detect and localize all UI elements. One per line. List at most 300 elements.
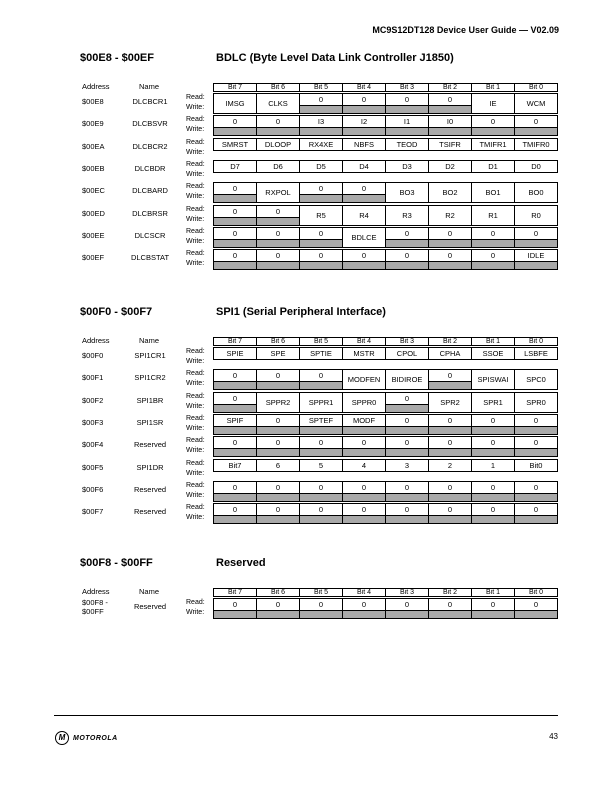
unimplemented-write-cell — [386, 426, 429, 434]
unimplemented-write-cell — [214, 195, 257, 203]
read-label: Read: — [186, 183, 205, 191]
unimplemented-write-cell — [257, 426, 300, 434]
register-address: $00EF — [82, 253, 105, 263]
write-label: Write: — [186, 514, 205, 522]
unimplemented-write-cell — [214, 493, 257, 501]
register-bit-table — [213, 249, 558, 270]
register-address: $00F1 — [82, 373, 104, 383]
register-address: $00ED — [82, 208, 105, 218]
bit-col-header: Bit 4 — [343, 338, 386, 346]
bit-cell: 0 — [386, 504, 429, 516]
bit-cell: SSOE — [472, 348, 515, 360]
unimplemented-write-cell — [214, 426, 257, 434]
bit-cell: SPTIE — [300, 348, 343, 360]
register-name: DLCBCR2 — [132, 141, 168, 151]
unimplemented-write-cell — [257, 128, 300, 136]
bit-cell: 0 — [257, 504, 300, 516]
bit-cell: CLKS — [257, 94, 300, 114]
unimplemented-write-cell — [515, 262, 558, 270]
bit-cell: 0 — [386, 414, 429, 426]
unimplemented-write-cell — [429, 426, 472, 434]
unimplemented-write-cell — [386, 262, 429, 270]
unimplemented-write-cell — [386, 106, 429, 114]
unimplemented-write-cell — [343, 449, 386, 457]
register-bit-table — [213, 459, 558, 472]
read-label: Read: — [186, 250, 205, 258]
unimplemented-write-cell — [472, 611, 515, 619]
bit-cell: 0 — [214, 504, 257, 516]
bit-cell: R0 — [515, 205, 558, 225]
bit-cell: RXPOL — [257, 183, 300, 203]
bit-col-header: Bit 6 — [257, 338, 300, 346]
register-name: SPI1DR — [136, 462, 164, 472]
unimplemented-write-cell — [343, 128, 386, 136]
bit-cell: 0 — [343, 599, 386, 611]
register-name: SPI1CR2 — [134, 373, 166, 383]
unimplemented-write-cell — [429, 128, 472, 136]
footer-rule — [54, 715, 558, 716]
bit-cell: SPR0 — [515, 392, 558, 412]
register-name: Reserved — [133, 440, 167, 450]
register-bit-table — [213, 182, 558, 203]
unimplemented-write-cell — [343, 493, 386, 501]
write-label: Write: — [186, 402, 205, 410]
bit-cell: 0 — [429, 94, 472, 106]
bit-cell: MODFEN — [343, 370, 386, 390]
bit-cell: 0 — [257, 414, 300, 426]
bit-cell: 0 — [515, 116, 558, 128]
bit-cell: 0 — [214, 116, 257, 128]
bit-cell: I1 — [386, 116, 429, 128]
bit-col-header: Bit 7 — [214, 338, 257, 346]
register-address: $00EE — [82, 230, 105, 240]
section-range: $00F8 - $00FF — [80, 557, 153, 569]
unimplemented-write-cell — [343, 516, 386, 524]
bit-cell: 0 — [214, 183, 257, 195]
bit-cell: 2 — [429, 459, 472, 471]
bit-col-header: Bit 1 — [472, 589, 515, 597]
bit-cell: SPR1 — [472, 392, 515, 412]
bit-cell: 0 — [257, 227, 300, 239]
bit-cell: 0 — [300, 599, 343, 611]
bit-cell: 0 — [472, 227, 515, 239]
bit-cell: SPIE — [214, 348, 257, 360]
bit-cell: 0 — [300, 94, 343, 106]
bit-cell: 0 — [214, 227, 257, 239]
register-bit-table — [213, 598, 558, 619]
bit-cell: RX4XE — [300, 138, 343, 150]
bit-col-header: Bit 3 — [386, 84, 429, 92]
page-number: 43 — [549, 732, 558, 741]
bit-cell: 0 — [300, 370, 343, 382]
bit-col-header: Bit 5 — [300, 338, 343, 346]
bit-cell: D1 — [472, 160, 515, 172]
bit-cell: 0 — [515, 414, 558, 426]
register-address: $00E9 — [82, 119, 104, 129]
register-name: Reserved — [133, 507, 167, 517]
unimplemented-write-cell — [429, 516, 472, 524]
bit-cell: 0 — [214, 250, 257, 262]
bit-cell: MSTR — [343, 348, 386, 360]
bit-cell: 0 — [214, 392, 257, 404]
register-bit-table — [213, 93, 558, 114]
bit-cell: Bit0 — [515, 459, 558, 471]
bit-col-header: Bit 0 — [515, 338, 558, 346]
register-address: $00F4 — [82, 440, 104, 450]
bit-cell: 1 — [472, 459, 515, 471]
unimplemented-write-cell — [214, 382, 257, 390]
register-address: $00F6 — [82, 484, 104, 494]
bit-col-header: Bit 6 — [257, 589, 300, 597]
register-bit-table — [213, 503, 558, 524]
read-label: Read: — [186, 414, 205, 422]
logo-text: MOTOROLA — [73, 734, 118, 742]
unimplemented-write-cell — [343, 195, 386, 203]
unimplemented-write-cell — [300, 516, 343, 524]
register-address: $00F5 — [82, 462, 104, 472]
register-address: $00F0 — [82, 351, 104, 360]
bit-cell: 0 — [386, 437, 429, 449]
bit-cell: 0 — [257, 599, 300, 611]
unimplemented-write-cell — [257, 493, 300, 501]
bit-cell: 0 — [429, 504, 472, 516]
unimplemented-write-cell — [386, 404, 429, 412]
bit-cell: 0 — [343, 437, 386, 449]
register-name: SPI1CR1 — [134, 351, 166, 360]
bit-col-header: Bit 1 — [472, 84, 515, 92]
unimplemented-write-cell — [429, 493, 472, 501]
write-label: Write: — [186, 358, 205, 365]
section-title: Reserved — [216, 557, 266, 569]
unimplemented-write-cell — [429, 262, 472, 270]
bit-cell: R4 — [343, 205, 386, 225]
bit-cell: 0 — [472, 481, 515, 493]
register-address: $00F3 — [82, 417, 104, 427]
bit-cell: 0 — [257, 370, 300, 382]
bit-cell: 0 — [386, 599, 429, 611]
unimplemented-write-cell — [386, 493, 429, 501]
write-label: Write: — [186, 469, 205, 477]
write-label: Write: — [186, 126, 205, 134]
bit-cell: MODF — [343, 414, 386, 426]
unimplemented-write-cell — [515, 493, 558, 501]
bit-cell: D2 — [429, 160, 472, 172]
register-bit-table — [213, 205, 558, 226]
write-label: Write: — [186, 215, 205, 223]
bit-cell: 6 — [257, 459, 300, 471]
bit-cell: SPTEF — [300, 414, 343, 426]
bit-cell: 0 — [515, 227, 558, 239]
read-label: Read: — [186, 392, 205, 400]
bit-cell: D6 — [257, 160, 300, 172]
register-address: $00EB — [82, 163, 105, 173]
register-bit-table — [213, 115, 558, 136]
bit-cell: I3 — [300, 116, 343, 128]
bit-cell: TEOD — [386, 138, 429, 150]
bit-cell: SPISWAI — [472, 370, 515, 390]
bit-cell: 0 — [515, 504, 558, 516]
unimplemented-write-cell — [386, 516, 429, 524]
bit-cell: 0 — [343, 94, 386, 106]
bit-cell: 0 — [386, 250, 429, 262]
unimplemented-write-cell — [429, 106, 472, 114]
bit-cell: DLOOP — [257, 138, 300, 150]
bit-cell: 0 — [214, 205, 257, 217]
bit-cell: R3 — [386, 205, 429, 225]
unimplemented-write-cell — [343, 611, 386, 619]
running-header: MC9S12DT128 Device User Guide — V02.09 — [372, 25, 559, 35]
bit-cell: 0 — [300, 227, 343, 239]
bit-cell: 0 — [214, 481, 257, 493]
bit-col-header: Bit 2 — [429, 338, 472, 346]
unimplemented-write-cell — [429, 239, 472, 247]
register-bit-table — [213, 436, 558, 457]
bit-cell: NBFS — [343, 138, 386, 150]
bit-col-header: Bit 7 — [214, 84, 257, 92]
bit-col-header: Bit 0 — [515, 589, 558, 597]
read-label: Read: — [186, 160, 205, 168]
read-label: Read: — [186, 94, 205, 101]
bit-cell: 0 — [386, 392, 429, 404]
unimplemented-write-cell — [257, 449, 300, 457]
unimplemented-write-cell — [429, 449, 472, 457]
register-name: DLCBRSR — [132, 208, 168, 218]
bit-cell: 0 — [472, 250, 515, 262]
bit-cell: 0 — [429, 227, 472, 239]
unimplemented-write-cell — [386, 611, 429, 619]
bit-cell: IE — [472, 94, 515, 114]
unimplemented-write-cell — [300, 493, 343, 501]
write-label: Write: — [186, 260, 205, 268]
register-name: DLCSCR — [134, 230, 166, 240]
bit-cell: SPR2 — [429, 392, 472, 412]
bit-cell: 0 — [343, 250, 386, 262]
bit-cell: I0 — [429, 116, 472, 128]
bit-cell: 0 — [300, 437, 343, 449]
bit-cell: SPE — [257, 348, 300, 360]
bit-col-header: Bit 0 — [515, 84, 558, 92]
bit-cell: 0 — [343, 183, 386, 195]
write-label: Write: — [186, 193, 205, 201]
bit-cell: D4 — [343, 160, 386, 172]
bit-header-row — [213, 588, 558, 597]
bit-cell: R2 — [429, 205, 472, 225]
bit-cell: R1 — [472, 205, 515, 225]
bit-cell: I2 — [343, 116, 386, 128]
unimplemented-write-cell — [214, 404, 257, 412]
motorola-logo-icon: M — [55, 731, 69, 745]
address-col-header: Address — [82, 587, 110, 596]
unimplemented-write-cell — [300, 262, 343, 270]
section-range: $00F0 - $00F7 — [80, 306, 153, 318]
bit-cell: 0 — [472, 437, 515, 449]
bit-cell: 5 — [300, 459, 343, 471]
register-address: $00F7 — [82, 507, 104, 517]
unimplemented-write-cell — [300, 239, 343, 247]
bit-cell: 0 — [429, 481, 472, 493]
bit-cell: BO2 — [429, 183, 472, 203]
bit-cell: WCM — [515, 94, 558, 114]
read-label: Read: — [186, 504, 205, 512]
register-bit-table — [213, 414, 558, 435]
section-range: $00E8 - $00EF — [80, 52, 154, 64]
register-bit-table — [213, 160, 558, 173]
name-col-header: Name — [139, 587, 160, 596]
write-label: Write: — [186, 104, 205, 111]
bit-cell: LSBFE — [515, 348, 558, 360]
unimplemented-write-cell — [343, 106, 386, 114]
bit-cell: 0 — [257, 437, 300, 449]
bit-cell: 0 — [429, 370, 472, 382]
read-label: Read: — [186, 227, 205, 235]
bit-cell: 0 — [343, 504, 386, 516]
bit-cell: D7 — [214, 160, 257, 172]
unimplemented-write-cell — [214, 611, 257, 619]
bit-cell: BIDIROE — [386, 370, 429, 390]
unimplemented-write-cell — [300, 449, 343, 457]
unimplemented-write-cell — [515, 426, 558, 434]
read-label: Read: — [186, 481, 205, 489]
unimplemented-write-cell — [300, 128, 343, 136]
section-title: BDLC (Byte Level Data Link Controller J1850) — [216, 52, 454, 64]
unimplemented-write-cell — [472, 239, 515, 247]
bit-cell: 0 — [515, 437, 558, 449]
bit-cell: Bit7 — [214, 459, 257, 471]
bit-cell: BO1 — [472, 183, 515, 203]
unimplemented-write-cell — [472, 449, 515, 457]
bit-cell: SMRST — [214, 138, 257, 150]
bit-cell: 0 — [386, 227, 429, 239]
unimplemented-write-cell — [214, 449, 257, 457]
bit-cell: CPOL — [386, 348, 429, 360]
register-bit-table — [213, 481, 558, 502]
unimplemented-write-cell — [300, 106, 343, 114]
section-title: SPI1 (Serial Peripheral Interface) — [216, 306, 386, 318]
read-label: Read: — [186, 116, 205, 124]
read-label: Read: — [186, 138, 205, 146]
unimplemented-write-cell — [386, 449, 429, 457]
bit-cell: 0 — [214, 370, 257, 382]
bit-cell: 0 — [300, 504, 343, 516]
bit-cell: 0 — [429, 599, 472, 611]
bit-cell: 0 — [386, 481, 429, 493]
bit-cell: IDLE — [515, 250, 558, 262]
write-label: Write: — [186, 148, 205, 156]
read-label: Read: — [186, 599, 205, 606]
name-col-header: Name — [139, 336, 160, 345]
unimplemented-write-cell — [472, 493, 515, 501]
bit-cell: D0 — [515, 160, 558, 172]
bit-col-header: Bit 1 — [472, 338, 515, 346]
bit-cell: 0 — [472, 414, 515, 426]
register-bit-table — [213, 392, 558, 413]
write-label: Write: — [186, 609, 205, 616]
bit-cell: 0 — [472, 116, 515, 128]
bit-cell: 0 — [300, 250, 343, 262]
unimplemented-write-cell — [214, 128, 257, 136]
unimplemented-write-cell — [386, 128, 429, 136]
name-col-header: Name — [139, 82, 160, 91]
read-label: Read: — [186, 348, 205, 355]
unimplemented-write-cell — [515, 449, 558, 457]
bit-cell: 0 — [257, 481, 300, 493]
unimplemented-write-cell — [515, 128, 558, 136]
register-address: $00F8 - $00FF — [82, 598, 108, 616]
register-address: $00F2 — [82, 395, 104, 405]
bit-cell: 0 — [472, 599, 515, 611]
bit-col-header: Bit 7 — [214, 589, 257, 597]
register-name: DLCBSVR — [132, 119, 168, 129]
bit-cell: 0 — [257, 250, 300, 262]
bit-cell: SPC0 — [515, 370, 558, 390]
register-name: DLCBSTAT — [130, 253, 170, 263]
bit-cell: TMIFR1 — [472, 138, 515, 150]
unimplemented-write-cell — [515, 239, 558, 247]
bit-cell: R5 — [300, 205, 343, 225]
unimplemented-write-cell — [214, 516, 257, 524]
bit-cell: 0 — [257, 116, 300, 128]
bit-cell: SPPR1 — [300, 392, 343, 412]
unimplemented-write-cell — [300, 426, 343, 434]
bit-cell: 0 — [257, 205, 300, 217]
bit-cell: 0 — [429, 437, 472, 449]
unimplemented-write-cell — [257, 516, 300, 524]
unimplemented-write-cell — [257, 611, 300, 619]
unimplemented-write-cell — [214, 239, 257, 247]
bit-cell: SPPR2 — [257, 392, 300, 412]
unimplemented-write-cell — [429, 382, 472, 390]
unimplemented-write-cell — [386, 239, 429, 247]
register-name: SPI1SR — [136, 417, 164, 427]
bit-cell: 0 — [386, 94, 429, 106]
address-col-header: Address — [82, 82, 110, 91]
unimplemented-write-cell — [257, 382, 300, 390]
bit-cell: TSIFR — [429, 138, 472, 150]
bit-cell: 0 — [214, 599, 257, 611]
unimplemented-write-cell — [257, 239, 300, 247]
bit-cell: 0 — [429, 250, 472, 262]
write-label: Write: — [186, 170, 205, 178]
unimplemented-write-cell — [472, 516, 515, 524]
bit-col-header: Bit 5 — [300, 589, 343, 597]
bit-cell: 0 — [429, 414, 472, 426]
bit-header-row — [213, 337, 558, 346]
address-col-header: Address — [82, 336, 110, 345]
write-label: Write: — [186, 447, 205, 455]
bit-cell: BO0 — [515, 183, 558, 203]
unimplemented-write-cell — [257, 262, 300, 270]
bit-cell: BO3 — [386, 183, 429, 203]
register-bit-table — [213, 347, 558, 360]
unimplemented-write-cell — [429, 611, 472, 619]
bit-cell: 3 — [386, 459, 429, 471]
bit-col-header: Bit 2 — [429, 84, 472, 92]
bit-cell: 0 — [214, 437, 257, 449]
motorola-logo — [55, 731, 118, 745]
unimplemented-write-cell — [472, 128, 515, 136]
bit-cell: 0 — [515, 481, 558, 493]
register-address: $00E8 — [82, 97, 104, 106]
read-label: Read: — [186, 437, 205, 445]
bit-col-header: Bit 3 — [386, 338, 429, 346]
unimplemented-write-cell — [257, 217, 300, 225]
unimplemented-write-cell — [515, 516, 558, 524]
unimplemented-write-cell — [472, 426, 515, 434]
register-bit-table — [213, 138, 558, 151]
unimplemented-write-cell — [214, 262, 257, 270]
bit-cell: D3 — [386, 160, 429, 172]
read-label: Read: — [186, 205, 205, 213]
